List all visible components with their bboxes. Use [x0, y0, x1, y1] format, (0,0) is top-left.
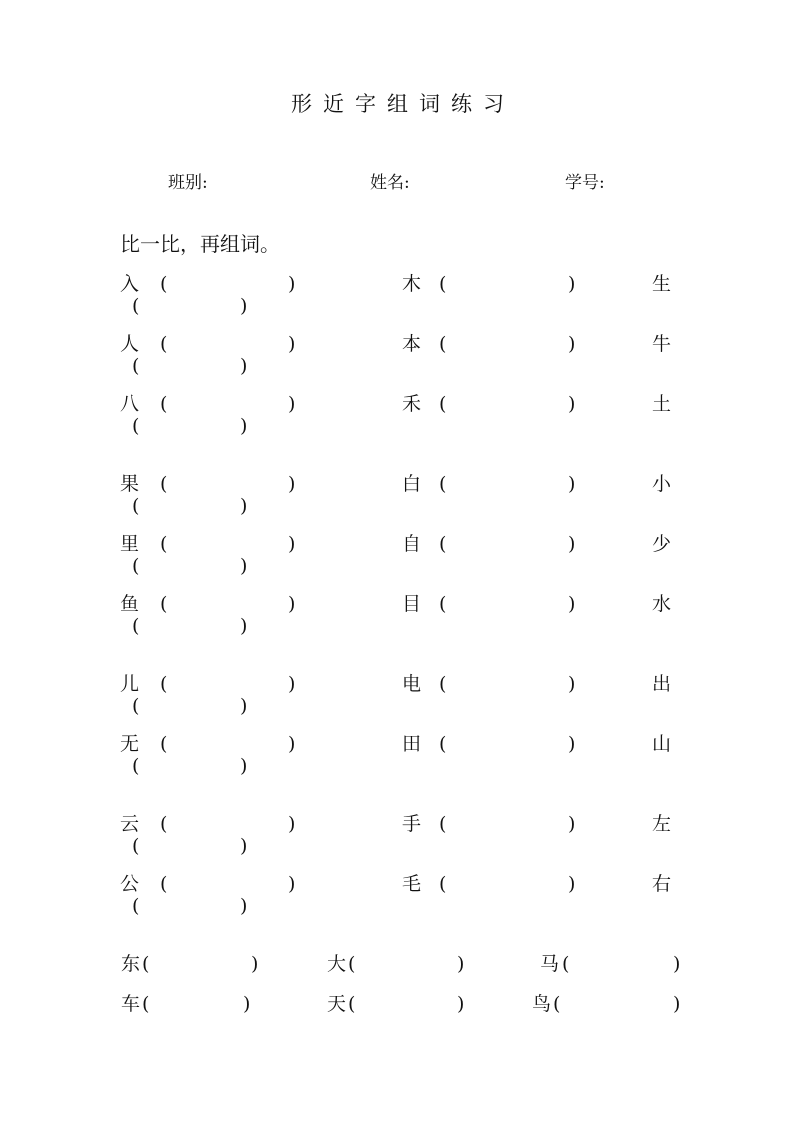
answer-blank-open[interactable]: (	[439, 273, 447, 295]
practice-char-col3: 少	[652, 533, 672, 555]
answer-blank-open[interactable]: (	[132, 695, 140, 717]
answer-blank-close[interactable]: )	[288, 873, 296, 895]
practice-char-col3: 土	[652, 393, 672, 415]
practice-char-col2: 禾	[402, 393, 422, 415]
answer-blank-close[interactable]: )	[568, 273, 576, 295]
practice-char: 车	[121, 993, 141, 1015]
answer-blank-open[interactable]: (	[160, 273, 168, 295]
answer-blank-close[interactable]: )	[240, 755, 248, 777]
practice-char-col2: 木	[402, 273, 422, 295]
practice-char-col2: 白	[402, 473, 422, 495]
answer-blank-close[interactable]: )	[240, 415, 248, 437]
practice-char-col3: 小	[652, 473, 672, 495]
answer-blank-open[interactable]: (	[439, 533, 447, 555]
name-label: 姓名:	[370, 173, 410, 193]
answer-blank-close[interactable]: )	[568, 673, 576, 695]
answer-blank-open[interactable]: (	[439, 813, 447, 835]
answer-blank-close[interactable]: )	[673, 953, 681, 975]
practice-char-col1: 公	[120, 873, 140, 895]
answer-blank-close[interactable]: )	[288, 533, 296, 555]
answer-blank-open[interactable]: (	[439, 873, 447, 895]
answer-blank-close[interactable]: )	[288, 273, 296, 295]
answer-blank-close[interactable]: )	[288, 333, 296, 355]
answer-blank-open[interactable]: (	[160, 873, 168, 895]
practice-char-col2: 本	[402, 333, 422, 355]
practice-char: 大	[327, 953, 347, 975]
practice-char-col3: 水	[652, 593, 672, 615]
practice-char-col3: 出	[652, 673, 672, 695]
answer-blank-open[interactable]: (	[439, 733, 447, 755]
answer-blank-close[interactable]: )	[240, 355, 248, 377]
answer-blank-close[interactable]: )	[568, 533, 576, 555]
answer-blank-open[interactable]: (	[160, 673, 168, 695]
answer-blank-close[interactable]: )	[240, 295, 248, 317]
answer-blank-open[interactable]: (	[160, 333, 168, 355]
practice-char-col2: 毛	[402, 873, 422, 895]
instruction-text: 比一比，再组词。	[120, 232, 280, 256]
practice-char-col1: 鱼	[120, 593, 140, 615]
answer-blank-close[interactable]: )	[251, 953, 259, 975]
answer-blank-open[interactable]: (	[160, 813, 168, 835]
answer-blank-close[interactable]: )	[240, 615, 248, 637]
practice-char: 鸟	[532, 993, 552, 1015]
answer-blank-close[interactable]: )	[568, 733, 576, 755]
practice-char-col1: 入	[120, 273, 140, 295]
answer-blank-close[interactable]: )	[240, 695, 248, 717]
practice-char-col2: 手	[402, 813, 422, 835]
answer-blank-close[interactable]: )	[568, 393, 576, 415]
answer-blank-open[interactable]: (	[132, 495, 140, 517]
practice-char-col2: 田	[402, 733, 422, 755]
answer-blank-open[interactable]: (	[562, 953, 570, 975]
answer-blank-open[interactable]: (	[553, 993, 561, 1015]
answer-blank-open[interactable]: (	[348, 993, 356, 1015]
answer-blank-open[interactable]: (	[439, 333, 447, 355]
student-id-label: 学号:	[565, 173, 605, 193]
answer-blank-close[interactable]: )	[568, 873, 576, 895]
answer-blank-close[interactable]: )	[288, 733, 296, 755]
answer-blank-open[interactable]: (	[160, 733, 168, 755]
answer-blank-open[interactable]: (	[132, 755, 140, 777]
answer-blank-open[interactable]: (	[348, 953, 356, 975]
answer-blank-close[interactable]: )	[673, 993, 681, 1015]
answer-blank-close[interactable]: )	[288, 393, 296, 415]
answer-blank-open[interactable]: (	[142, 993, 150, 1015]
answer-blank-open[interactable]: (	[132, 415, 140, 437]
answer-blank-open[interactable]: (	[132, 615, 140, 637]
practice-char-col3: 生	[652, 273, 672, 295]
answer-blank-close[interactable]: )	[568, 813, 576, 835]
answer-blank-close[interactable]: )	[288, 673, 296, 695]
practice-char-col2: 电	[402, 673, 422, 695]
answer-blank-close[interactable]: )	[568, 593, 576, 615]
answer-blank-open[interactable]: (	[160, 533, 168, 555]
answer-blank-close[interactable]: )	[457, 993, 465, 1015]
practice-char-col1: 无	[120, 733, 140, 755]
answer-blank-close[interactable]: )	[240, 555, 248, 577]
answer-blank-close[interactable]: )	[568, 473, 576, 495]
answer-blank-open[interactable]: (	[160, 393, 168, 415]
practice-char: 马	[540, 953, 560, 975]
practice-char-col2: 目	[402, 593, 422, 615]
practice-char-col1: 八	[120, 393, 140, 415]
practice-char-col1: 儿	[120, 673, 140, 695]
answer-blank-open[interactable]: (	[132, 355, 140, 377]
practice-char-col1: 果	[120, 473, 140, 495]
answer-blank-open[interactable]: (	[132, 295, 140, 317]
answer-blank-close[interactable]: )	[240, 835, 248, 857]
practice-char-col1: 里	[120, 533, 140, 555]
answer-blank-close[interactable]: )	[240, 895, 248, 917]
answer-blank-close[interactable]: )	[288, 593, 296, 615]
answer-blank-close[interactable]: )	[240, 495, 248, 517]
practice-char: 东	[121, 953, 141, 975]
answer-blank-open[interactable]: (	[160, 593, 168, 615]
answer-blank-close[interactable]: )	[288, 473, 296, 495]
practice-char-col3: 牛	[652, 333, 672, 355]
answer-blank-open[interactable]: (	[439, 473, 447, 495]
answer-blank-close[interactable]: )	[457, 953, 465, 975]
answer-blank-open[interactable]: (	[439, 393, 447, 415]
answer-blank-close[interactable]: )	[288, 813, 296, 835]
answer-blank-close[interactable]: )	[568, 333, 576, 355]
answer-blank-close[interactable]: )	[243, 993, 251, 1015]
answer-blank-open[interactable]: (	[132, 555, 140, 577]
answer-blank-open[interactable]: (	[439, 673, 447, 695]
answer-blank-open[interactable]: (	[132, 895, 140, 917]
practice-char-col3: 左	[652, 813, 672, 835]
answer-blank-open[interactable]: (	[439, 593, 447, 615]
practice-char-col3: 右	[652, 873, 672, 895]
practice-char-col1: 人	[120, 333, 140, 355]
practice-char-col2: 自	[402, 533, 422, 555]
practice-char: 天	[327, 993, 347, 1015]
worksheet-title: 形近字组词练习	[291, 92, 515, 116]
practice-char-col1: 云	[120, 813, 140, 835]
practice-char-col3: 山	[652, 733, 672, 755]
answer-blank-open[interactable]: (	[132, 835, 140, 857]
answer-blank-open[interactable]: (	[160, 473, 168, 495]
answer-blank-open[interactable]: (	[142, 953, 150, 975]
class-label: 班别:	[168, 173, 208, 193]
